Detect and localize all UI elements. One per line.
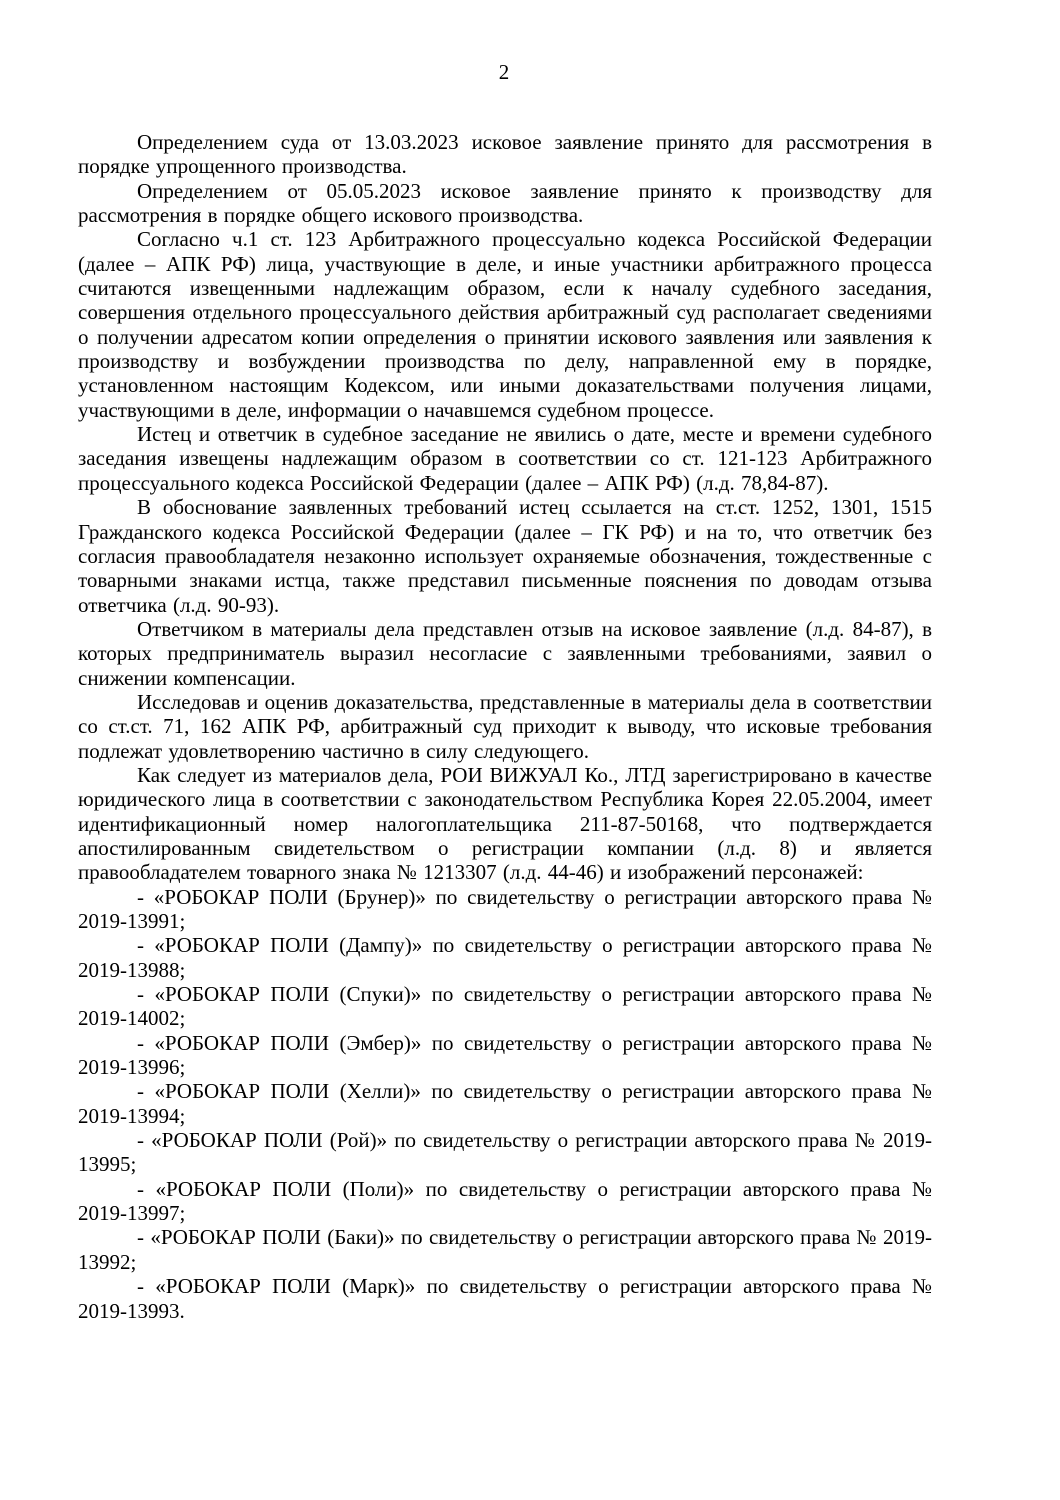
list-item-ember: - «РОБОКАР ПОЛИ (Эмбер)» по свидетельству о регистрации авторского права № 2019-13996; [78,1030,932,1080]
paragraph-roi-visual: Как следует из материалов дела, РОИ ВИЖУАЛ Ко., ЛТД зарегистрировано в качестве юридического лица в соответствии с законодательством Республика Корея 22.05.2004, имеет идентификационный номер налогоплательщика 211-87-50168, что подтверждается апостилированным свидетельством о регистрации компании (л.д. 8) и является правообладателем товарного знака № 1213307 (л.д. 44-46) и изображений персонажей: [78,762,932,885]
paragraph-ruling-13-03: Определением суда от 13.03.2023 исковое заявление принято для рассмотрения в порядке упрощенного производства. [78,130,932,179]
list-item-poli: - «РОБОКАР ПОЛИ (Поли)» по свидетельству о регистрации авторского права № 2019-13997; [78,1176,932,1226]
paragraph-apk-123: Согласно ч.1 ст. 123 Арбитражного процессуально кодекса Российской Федерации (далее – АПК РФ) лица, участвующие в деле, и иные участники арбитражного процесса считаются извещенными надлежащим образом, если к началу судебного заседания, совершения отдельного процессуального действия арбитражный суд располагает сведениями о получении адресатом копии определения о принятии искового заявления или заявления к производству и возбуждении производства по делу, направленной ему в порядке, установленном настоящим Кодексом, или иными доказательствами получения лицами, участвующими в деле, информации о начавшемся судебном процессе. [78,227,932,422]
paragraph-claim-grounds: В обоснование заявленных требований истец ссылается на ст.ст. 1252, 1301, 1515 Гражданского кодекса Российской Федерации (далее – ГК РФ) и на то, что ответчик без согласия правообладателя незаконно использует охраняемые обозначения, тождественные с товарными знаками истца, также представил письменные пояснения по доводам отзыва ответчика (л.д. 90-93). [78,495,932,617]
paragraph-defendant-response: Ответчиком в материалы дела представлен отзыв на исковое заявление (л.д. 84-87), в которых предприниматель выразил несогласие с заявленными требованиями, заявил о снижении компенсации. [78,616,932,690]
paragraph-ruling-05-05: Определением от 05.05.2023 исковое заявление принято к производству для рассмотрения в порядке общего искового производства. [78,178,932,228]
list-item-dampu: - «РОБОКАР ПОЛИ (Дампу)» по свидетельству о регистрации авторского права № 2019-13988; [78,933,932,982]
list-item-spuki: - «РОБОКАР ПОЛИ (Спуки)» по свидетельству о регистрации авторского права № 2019-14002; [78,982,932,1031]
list-item-bruner: - «РОБОКАР ПОЛИ (Брунер)» по свидетельству о регистрации авторского права № 2019-13991; [78,884,932,933]
paragraph-court-conclusion: Исследовав и оценив доказательства, представленные в материалы дела в соответствии со ст.ст. 71, 162 АПК РФ, арбитражный суд приходит к выводу, что исковые требования подлежат удовлетворению частично в силу следующего. [78,689,932,763]
document-body [78,130,932,1323]
list-item-roy: - «РОБОКАР ПОЛИ (Рой)» по свидетельству о регистрации авторского права № 2019-13995; [78,1128,932,1177]
list-item-mark: - «РОБОКАР ПОЛИ (Марк)» по свидетельству о регистрации авторского права № 2019-13993. [78,1274,932,1323]
list-item-baki: - «РОБОКАР ПОЛИ (Баки)» по свидетельству о регистрации авторского права № 2019-13992; [78,1225,932,1274]
page-number: 2 [498,60,510,84]
paragraph-notification: Истец и ответчик в судебное заседание не явились о дате, месте и времени судебного заседания извещены надлежащим образом в соответствии со ст. 121-123 Арбитражного процессуального кодекса Российской Федерации (далее – АПК РФ) (л.д. 78,84-87). [78,422,932,495]
list-item-helli: - «РОБОКАР ПОЛИ (Хелли)» по свидетельству о регистрации авторского права № 2019-13994; [78,1079,932,1128]
